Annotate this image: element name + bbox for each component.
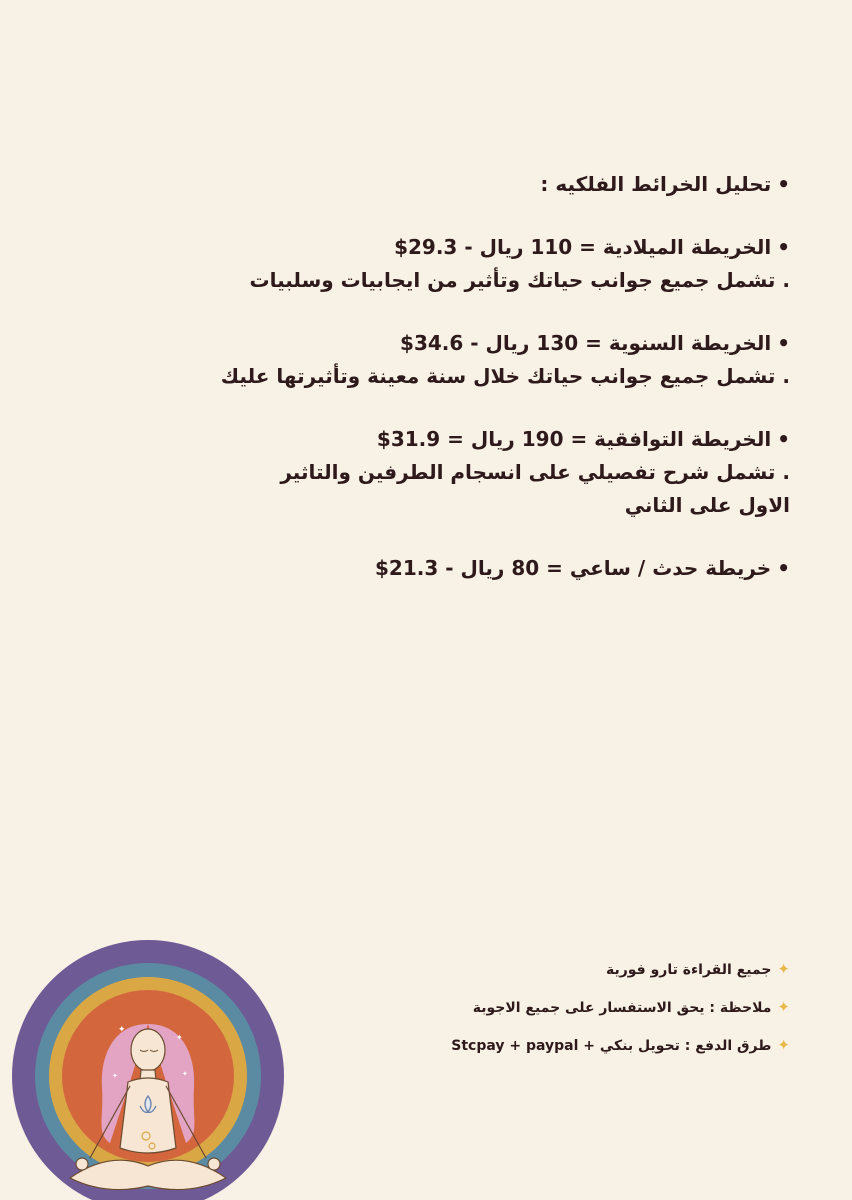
- sparkle-icon: ✦: [176, 1033, 183, 1042]
- sparkle-icon: ✦: [112, 1072, 118, 1080]
- note-item: ✦طرق الدفع : تحويل بنكي + Stcpay + paypal: [451, 1036, 790, 1054]
- section-title: •تحليل الخرائط الفلكيه :: [540, 172, 790, 196]
- bullet-icon: •: [777, 331, 790, 355]
- charts-price-list: [190, 168, 790, 585]
- note-item: ✦ملاحظة : يحق الاستفسار على جميع الاجوبة: [472, 998, 790, 1016]
- sparkle-star-icon: ✦: [777, 998, 790, 1016]
- item-heading: •خريطة حدث / ساعي = 80 ريال - 21.3$: [375, 556, 790, 580]
- bullet-icon: •: [777, 556, 790, 580]
- bullet-icon: •: [777, 235, 790, 259]
- item-description: . تشمل شرح تفصيلي على انسجام الطرفين والتاثير الاول على الثاني: [280, 460, 790, 517]
- item-heading: •الخريطة السنوية = 130 ريال - 34.6$: [400, 331, 790, 355]
- item-description: . تشمل جميع جوانب حياتك خلال سنة معينة وتأثيرتها عليك: [220, 364, 790, 388]
- item-description: . تشمل جميع جوانب حياتك وتأثير من ايجابيات وسلبيات: [249, 268, 790, 292]
- bullet-icon: •: [777, 172, 790, 196]
- sparkle-icon: ✦: [118, 1025, 126, 1035]
- notes-list: [350, 958, 790, 1072]
- sparkle-star-icon: ✦: [777, 960, 790, 978]
- sparkle-icon: ✦: [182, 1070, 188, 1078]
- meditation-rainbow-illustration: [0, 928, 290, 1200]
- item-heading: •الخريطة الميلادية = 110 ريال - 29.3$: [394, 235, 790, 259]
- bullet-icon: •: [777, 427, 790, 451]
- sparkle-star-icon: ✦: [777, 1036, 790, 1054]
- item-heading: •الخريطة التوافقية = 190 ريال = 31.9$: [376, 427, 790, 451]
- note-item: ✦جميع القراءة تارو فورية: [605, 960, 790, 978]
